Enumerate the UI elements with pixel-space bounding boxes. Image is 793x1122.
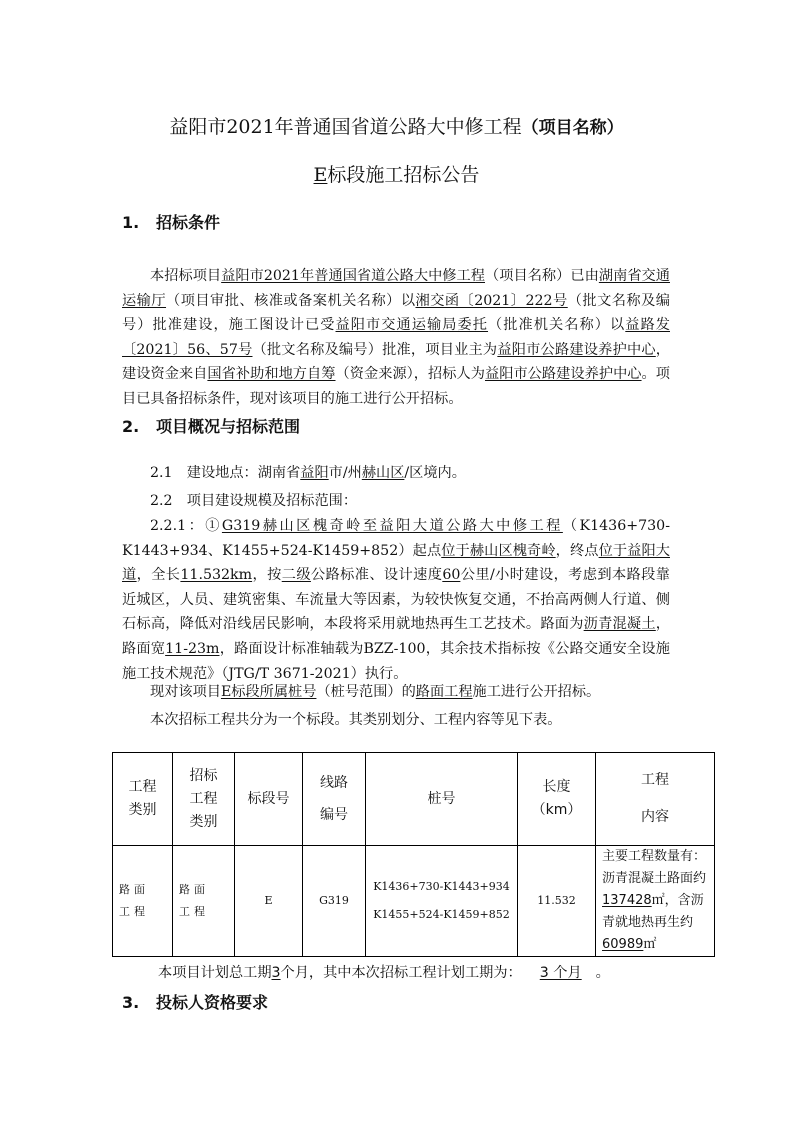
section-1-heading bbox=[122, 210, 220, 233]
text: ，建设资金来自 bbox=[122, 341, 670, 383]
cell-length: 11.532 bbox=[518, 846, 596, 957]
asphalt-area: 137428 bbox=[602, 893, 652, 908]
section-2-2-1-paragraph bbox=[122, 514, 670, 686]
design-speed: 60 bbox=[442, 567, 461, 584]
text: 公里/小时建设，考虑到本路段靠近城区，人员、建筑密集、车流量大等因素，为较快恢复交通，不抬高两侧人行道、侧石标高，降低对沿线居民影响，本段将采用就地热再生工艺技术。路面为 bbox=[122, 567, 670, 633]
document-title bbox=[0, 112, 793, 139]
header-text: 工程类别 bbox=[128, 779, 157, 818]
text: ，路面设计标准轴载为BZZ-100，其余技术指标按《公路交通安全设施施工技术规范》（JTG/T 3671-2021）执行。 bbox=[122, 640, 670, 682]
title-main: 益阳市2021年普通国省道公路大中修工程 bbox=[169, 116, 522, 138]
text: （项目名称）已由 bbox=[485, 268, 599, 284]
section-number: 3. bbox=[122, 993, 140, 1012]
scale-heading: 2.2 项目建设规模及招标范围： bbox=[150, 493, 358, 509]
header-section: 标段号 bbox=[235, 753, 303, 846]
table-header-row bbox=[113, 753, 715, 846]
text: ，按 bbox=[252, 567, 282, 584]
approval-document: 湘交函〔2021〕222号 bbox=[415, 292, 568, 309]
text: 。 bbox=[595, 965, 610, 981]
stake-range: E标段所属桩号 bbox=[220, 684, 317, 700]
header-text: 长度（km） bbox=[531, 779, 582, 818]
cell-stake bbox=[366, 846, 518, 957]
project-owner: 益阳市公路建设养护中心 bbox=[497, 341, 656, 358]
cell-category bbox=[113, 846, 173, 957]
funding-source: 国省补助和地方自筹 bbox=[207, 366, 336, 383]
city: 益阳 bbox=[300, 465, 329, 481]
title-paren: （项目名称） bbox=[521, 118, 624, 138]
pavement-width: 11-23m bbox=[165, 640, 220, 657]
approval-authority: 湖南省交通运输厅 bbox=[122, 268, 670, 309]
section-title: 投标人资格要求 bbox=[156, 993, 269, 1012]
cell-section: E bbox=[235, 846, 303, 957]
section-3-heading bbox=[122, 990, 268, 1013]
construction-location bbox=[150, 462, 466, 482]
cell-bid-category bbox=[173, 846, 235, 957]
bid-duration: 3 个月 bbox=[539, 965, 582, 981]
section-number: 1. bbox=[122, 213, 140, 232]
text: ㎡，含沥青就地热再生约 bbox=[602, 893, 704, 930]
text: （批文名称及编号）批准建设，施工图设计已受 bbox=[122, 292, 670, 334]
tenderer: 益阳市公路建设养护中心 bbox=[484, 366, 642, 383]
text: 2.2.1：① bbox=[150, 518, 222, 534]
cell-text: 路面工程 bbox=[119, 883, 149, 918]
pavement-type: 沥青混凝土 bbox=[583, 616, 656, 633]
text: （K1436+730-K1443+934、K1455+524-K1459+852）起点 bbox=[122, 518, 670, 559]
subtitle-text: 标段施工招标公告 bbox=[327, 164, 480, 186]
recycling-area: 60989 bbox=[602, 937, 644, 952]
design-approval-document: 益路发〔2021〕56、57号 bbox=[122, 317, 670, 358]
text: 本招标项目 bbox=[150, 268, 222, 284]
text: ，全长 bbox=[136, 567, 181, 584]
text: （资金来源），招标人为 bbox=[335, 366, 485, 383]
section-split-line bbox=[122, 708, 670, 733]
text: /区境内。 bbox=[404, 465, 466, 481]
text: （项目审批、核准或备案机关名称）以 bbox=[166, 292, 416, 309]
duration-summary bbox=[158, 962, 610, 982]
text: 主要工程数量有：沥青混凝土路面约 bbox=[602, 849, 707, 886]
cell-content bbox=[596, 846, 715, 957]
section-1-paragraph bbox=[122, 264, 670, 412]
stake-range-1: K1436+730-K1443+934 bbox=[373, 880, 510, 893]
work-type: 路面工程 bbox=[415, 684, 473, 700]
header-content bbox=[596, 753, 715, 846]
text: 2.1 建设地点：湖南省 bbox=[150, 465, 301, 481]
header-text: 招标工程类别 bbox=[189, 767, 218, 830]
text: 市/州 bbox=[328, 465, 362, 481]
text: ，路面宽 bbox=[122, 616, 670, 657]
section-title: 招标条件 bbox=[156, 213, 221, 232]
header-bid-category bbox=[173, 753, 235, 846]
header-length bbox=[518, 753, 596, 846]
text: （批文名称及编号）批准，项目业主为 bbox=[252, 341, 498, 358]
text: 施工进行公开招标。 bbox=[472, 684, 601, 700]
table-row bbox=[113, 846, 715, 957]
header-route bbox=[303, 753, 366, 846]
road-project-name: G319赫山区槐奇岭至益阳大道公路大中修工程 bbox=[221, 518, 563, 534]
text: 本次招标工程共分为一个标段。其类别划分、工程内容等见下表。 bbox=[150, 712, 562, 728]
cell-route: G319 bbox=[303, 846, 366, 957]
bid-scope-line bbox=[122, 680, 670, 705]
bid-section-table bbox=[112, 752, 715, 957]
document-subtitle bbox=[0, 160, 793, 187]
district: 赫山区 bbox=[361, 465, 405, 481]
text: （桩号范围）的 bbox=[316, 684, 416, 700]
end-point: 位于益阳大道 bbox=[122, 542, 670, 584]
header-stake: 桩号 bbox=[366, 753, 518, 846]
road-grade: 二级 bbox=[281, 567, 311, 584]
text: 现对该项目 bbox=[150, 684, 221, 700]
section-title: 项目概况与招标范围 bbox=[156, 417, 301, 436]
section-number: 2. bbox=[122, 417, 140, 436]
text: 。项目已具备招标条件，现对该项目的施工进行公开招标。 bbox=[122, 366, 670, 407]
stake-range-2: K1455+524-K1459+852 bbox=[373, 908, 510, 921]
project-name: 益阳市2021年普通国省道公路大中修工程 bbox=[221, 268, 485, 284]
header-text: 线路编号 bbox=[320, 775, 348, 823]
header-text: 工程 bbox=[641, 772, 669, 788]
text: 本项目计划总工期 bbox=[158, 965, 272, 981]
header-text: 内容 bbox=[641, 809, 669, 825]
start-point: 位于赫山区槐奇岭 bbox=[441, 542, 556, 559]
section-2-heading bbox=[122, 414, 300, 437]
text: （批准机关名称）以 bbox=[488, 317, 626, 334]
design-approval-authority: 益阳市交通运输局委托 bbox=[335, 317, 489, 334]
text: 公路标准、设计速度 bbox=[310, 567, 443, 584]
cell-text: 路面工程 bbox=[179, 883, 209, 918]
text: 个月，其中本次招标工程计划工期为： bbox=[280, 965, 522, 981]
text: ㎡ bbox=[643, 937, 657, 952]
total-length: 11.532km bbox=[180, 567, 253, 584]
header-category bbox=[113, 753, 173, 846]
text: ，终点 bbox=[555, 542, 599, 559]
total-duration: 3 bbox=[271, 965, 281, 981]
subtitle-section-letter: E bbox=[313, 164, 328, 186]
